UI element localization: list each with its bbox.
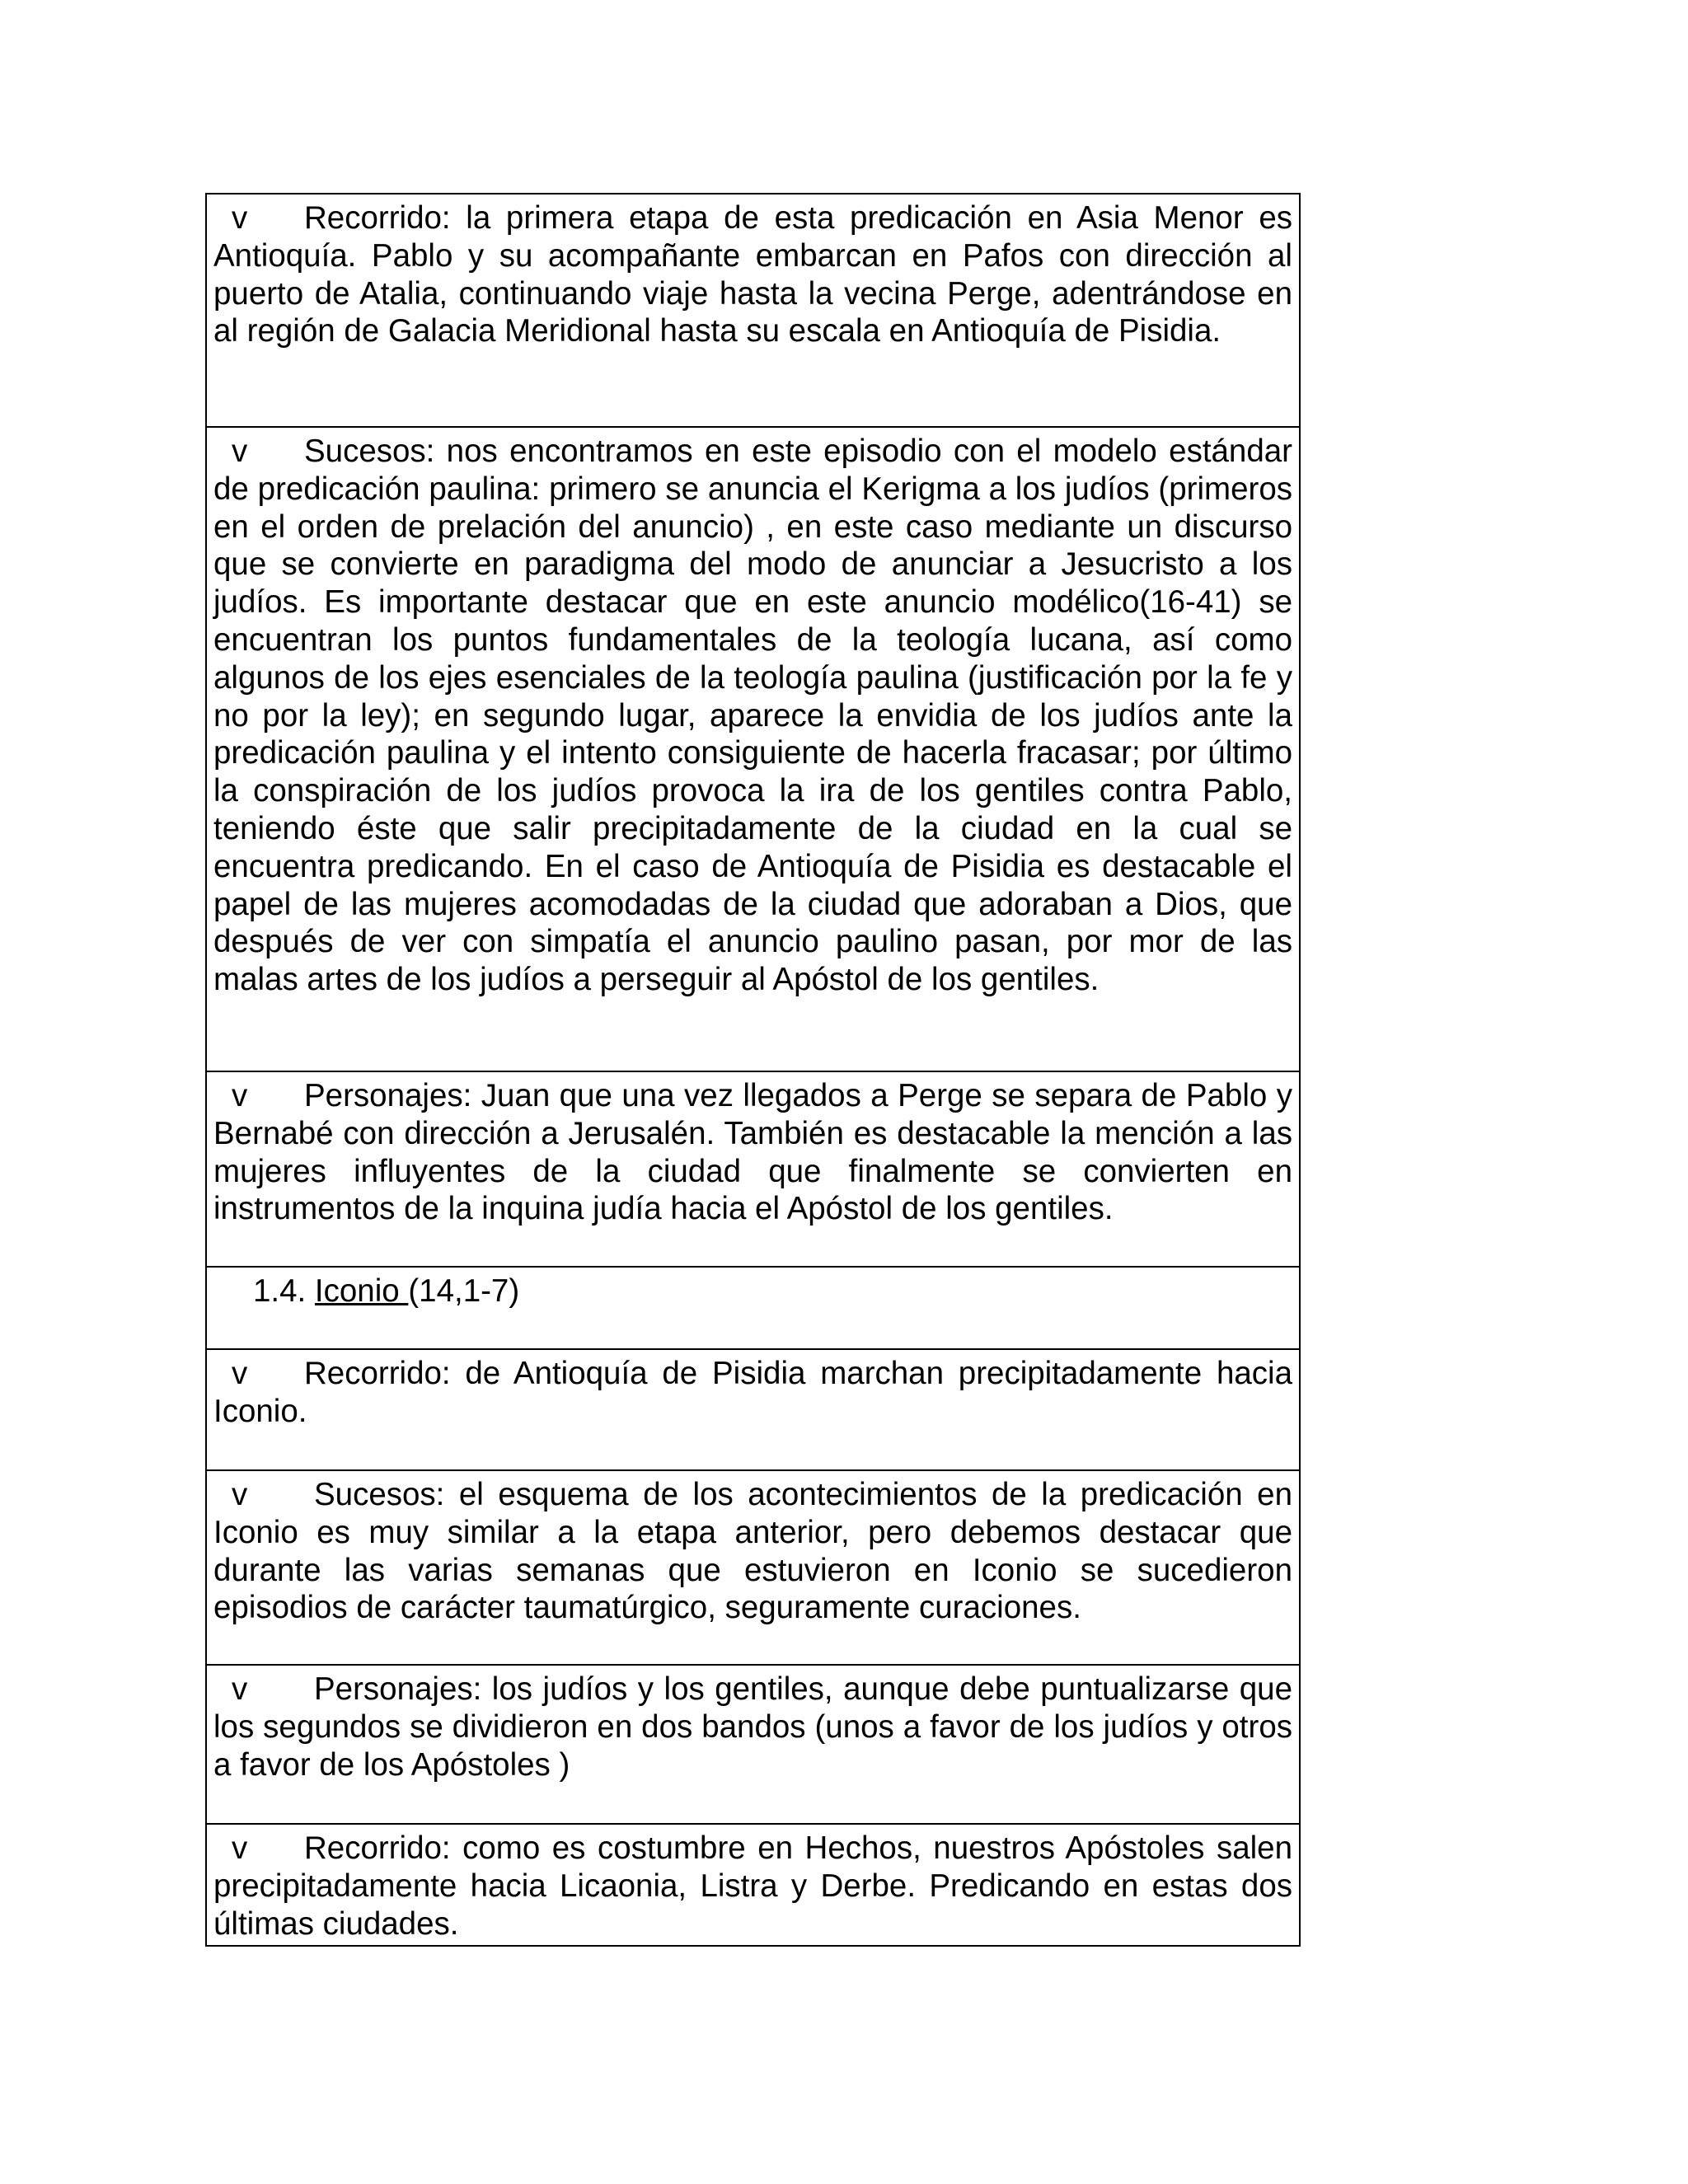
- row-text: Personajes: Juan que una vez llegados a Perge se separa de Pablo y Bernabé con dirección a Jerusalén. También es destacable la mención a las mujeres influyentes de la ciudad que finalmente se convierten en instrumentos de la inquina judía hacia el Apóstol de los gentiles.: [213, 1078, 1292, 1227]
- bullet-marker: v: [232, 1830, 248, 1866]
- bullet-marker: v: [232, 1477, 248, 1512]
- table-row-personajes-iconio: [207, 1666, 1299, 1825]
- bullet-marker: v: [232, 1078, 248, 1113]
- row-text: Sucesos: el esquema de los acontecimientos de la predicación en Iconio es muy similar a la etapa anterior, pero debemos destacar que durante las varias semanas que estuvieron en Iconio se sucedieron episodios de carácter taumatúrgico, seguramente curaciones.: [213, 1477, 1292, 1626]
- table-row-personajes-antioquia: [207, 1072, 1299, 1268]
- row-text: Recorrido: como es costumbre en Hechos, nuestros Apóstoles salen precipitadamente hacia Licaonia, Listra y Derbe. Predicando en estas dos últimas ciudades.: [213, 1830, 1292, 1942]
- table-row-recorrido-antioquia: [207, 194, 1299, 428]
- table-row-sucesos-iconio: [207, 1471, 1299, 1666]
- table-row-recorrido-iconio: [207, 1350, 1299, 1471]
- content-table: [205, 193, 1301, 1947]
- section-number: 1.4.: [253, 1273, 307, 1309]
- section-title: Iconio: [314, 1273, 409, 1309]
- bullet-marker: v: [232, 434, 248, 469]
- section-heading-row: [207, 1268, 1299, 1350]
- row-text: Recorrido: de Antioquía de Pisidia marchan precipitadamente hacia Iconio.: [213, 1356, 1292, 1429]
- bullet-marker: v: [232, 1356, 248, 1391]
- table-row-recorrido-licaonia: [207, 1825, 1299, 1945]
- row-text: Sucesos: nos encontramos en este episodio con el modelo estándar de predicación paulina: primero se anuncia el Kerigma a los judíos (primeros en el orden de prelación del anuncio) , en este caso mediante un discurso que se convierte en paradigma del modo de anunciar a Jesucristo a los judíos. Es importante destacar que en este anuncio modélico(16-41) se encuentran los puntos fundamentales de la teología lucana, así como algunos de los ejes esenciales de la teología paulina (justificación por la fe y no por la ley); en segundo lugar, aparece la envidia de los judíos ante la predicación paulina y el intento consiguiente de hacerla fracasar; por último la conspiración de los judíos provoca la ira de los gentiles contra Pablo, teniendo éste que salir precipitadamente de la ciudad en la cual se encuentra predicando. En el caso de Antioquía de Pisidia es destacable el papel de las mujeres acomodadas de la ciudad que adoraban a Dios, que después de ver con simpatía el anuncio paulino pasan, por mor de las malas artes de los judíos a perseguir al Apóstol de los gentiles.: [213, 434, 1292, 998]
- section-reference: (14,1-7): [408, 1273, 520, 1309]
- row-text: Personajes: los judíos y los gentiles, aunque debe puntualizarse que los segundos se dividieron en dos bandos (unos a favor de los judíos y otros a favor de los Apóstoles ): [213, 1671, 1292, 1783]
- row-text: Recorrido: la primera etapa de esta predicación en Asia Menor es Antioquía. Pablo y su acompañante embarcan en Pafos con dirección al puerto de Atalia, continuando viaje hasta la vecina Perge, adentrándose en al región de Galacia Meridional hasta su escala en Antioquía de Pisidia.: [213, 200, 1292, 349]
- bullet-marker: v: [232, 1671, 248, 1707]
- bullet-marker: v: [232, 200, 248, 236]
- table-row-sucesos-antioquia: [207, 428, 1299, 1072]
